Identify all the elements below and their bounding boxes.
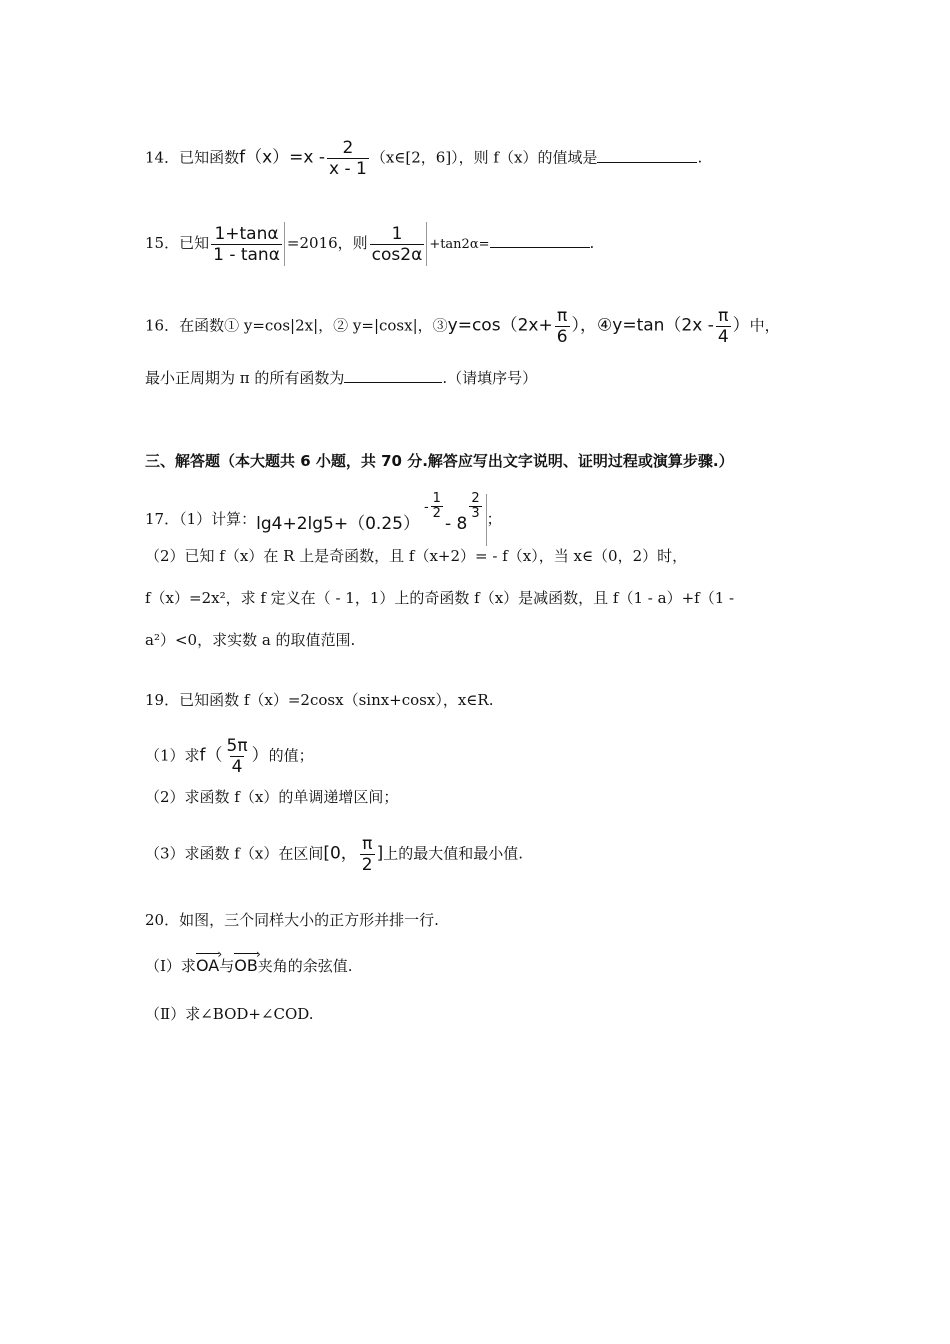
q19-p1-f: f（ (199, 745, 223, 766)
q19-part2: （2）求函数 f（x）的单调递增区间； (145, 788, 399, 806)
question-14 (145, 138, 702, 179)
q19-p1-fraction (225, 736, 250, 777)
q15-divider (284, 222, 285, 266)
question-19: 19．已知函数 f（x）=2cosx（sinx+cosx），x∈R. (145, 691, 494, 709)
q16-prefix: 16．在函数① y=cos|2x|，② y=|cosx|，③ (145, 316, 448, 335)
q14-end: . (697, 148, 703, 167)
q19-p3-close: ] (376, 843, 384, 864)
q16-f4-fraction (716, 306, 731, 347)
q17-part2-line3: a²）<0，求实数 a 的取值范围. (145, 631, 356, 649)
section-3-heading: 三、解答题（本大题共 6 小题，共 70 分.解答应写出文字说明、证明过程或演算步骤.） (145, 452, 734, 470)
q16-line2-tail: .（请填序号） (442, 369, 538, 387)
q20-part2: （Ⅱ）求∠BOD+∠COD. (145, 1005, 314, 1023)
q17-exp1-num: 1 (432, 491, 441, 506)
q16-f4-den: 4 (717, 327, 729, 347)
q14-prefix: 14．已知函数 (145, 148, 240, 167)
question-16 (145, 306, 780, 347)
q15-prefix: 15．已知 (145, 234, 210, 252)
question-17 (145, 491, 502, 546)
q19-p3-fraction (360, 834, 375, 875)
q15-frac1-den: 1 - tanα (213, 244, 280, 265)
q16-f4-close: ） (732, 315, 750, 336)
q14-answer-blank[interactable] (597, 146, 697, 163)
q17-exp2-num: 2 (471, 491, 480, 506)
q15-frac2-num: 1 (391, 223, 403, 244)
q15-frac2-den: cos2α (371, 244, 423, 265)
q19-p3-den: 2 (361, 855, 373, 875)
q15-answer-blank[interactable] (490, 231, 590, 248)
q20-p1-tail: 夹角的余弦值. (257, 957, 353, 975)
q17-part2-line1: （2）已知 f（x）在 R 上是奇函数，且 f（x+2）= - f（x），当 x∈（0，2）时， (145, 547, 688, 565)
q16-f4-num: π (718, 306, 729, 326)
vector-oa: OA › (196, 956, 219, 976)
q16-f3-fraction (555, 306, 570, 347)
q15-mid: =2016，则 (286, 234, 368, 252)
q19-p3-num: π (362, 834, 373, 854)
q14-domain: （x∈[2，6]），则 f（x）的值域是 (370, 148, 598, 167)
q17-expr-base: lg4+2lg5+（0.25） (256, 513, 420, 534)
q17-part2-line2: f（x）=2x²，求 f 定义在（ - 1，1）上的奇函数 f（x）是减函数，且 f（1 - a）+f（1 - (145, 589, 735, 607)
q20-p1-prefix: （Ⅰ）求 (145, 957, 196, 975)
q16-answer-blank[interactable] (344, 366, 442, 383)
q19-p3-open: [0， (323, 843, 358, 864)
q16-f3-den: 6 (556, 327, 568, 347)
q19-p1-tail: 的值； (268, 746, 314, 765)
q14-frac-den: x - 1 (328, 159, 367, 179)
q17-exp1-den: 2 (432, 506, 441, 521)
q19-p1-close: ） (251, 745, 269, 766)
q14-frac-num: 2 (342, 138, 354, 158)
q19-p3-prefix: （3）求函数 f（x）在区间 (145, 844, 324, 863)
q19-p3-tail: 上的最大值和最小值. (383, 844, 524, 863)
q17-exp1 (431, 492, 443, 521)
q16-f3-num: π (556, 306, 568, 326)
q19-part1 (145, 736, 314, 777)
q16-f4: y=tan（2x - (612, 315, 714, 336)
q15-tail: +tan2α= (429, 237, 490, 252)
question-15 (145, 222, 594, 266)
q15-fraction-2 (370, 224, 425, 265)
question-20: 20．如图，三个同样大小的正方形并排一行. (145, 911, 439, 929)
q17-semicolon: ； (486, 510, 502, 528)
q16-f3-close: ），④ (571, 315, 613, 336)
q19-part3 (145, 834, 523, 875)
q14-fraction (327, 138, 369, 179)
q19-p1-num: 5π (226, 736, 248, 756)
q17-exp2-den: 3 (471, 506, 480, 521)
q17-exp2 (469, 492, 481, 521)
q16-tail: 中， (749, 316, 780, 335)
q15-divider-2 (426, 222, 427, 266)
q19-p1-prefix: （1）求 (145, 746, 200, 765)
q19-p1-den: 4 (231, 757, 243, 777)
q16-line2-prefix: 最小正周期为 π 的所有函数为 (145, 369, 345, 387)
q20-part1 (145, 956, 353, 976)
vector-ob: OB › (234, 956, 258, 976)
q17-expression (256, 491, 486, 546)
q15-frac1-num: 1+tanα (214, 223, 279, 244)
q17-prefix: 17．（1）计算： (145, 510, 257, 528)
q17-exp1-minus: - (423, 499, 429, 515)
q20-mid: 与 (219, 957, 235, 975)
q17-minus8: - 8 (444, 513, 468, 534)
q14-function: f（x）=x - (239, 147, 325, 168)
q15-end: . (589, 234, 595, 252)
question-16-line-2 (145, 366, 537, 388)
q16-f3: y=cos（2x+ (447, 315, 553, 336)
q15-fraction-1 (211, 224, 282, 265)
